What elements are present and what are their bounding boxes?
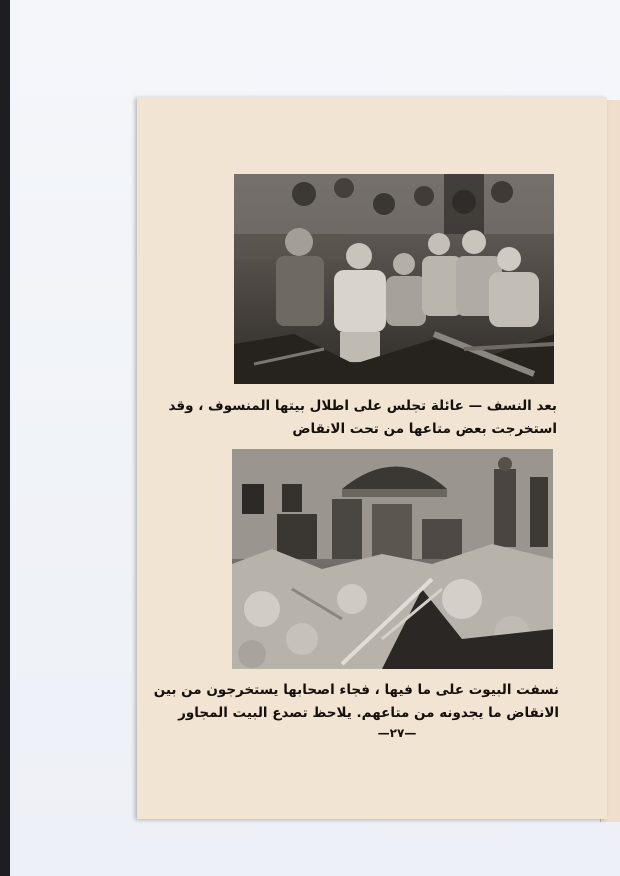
caption-bottom-line-1: نسفت البيوت على ما فيها ، فجاء اصحابها يستخرجون من بين — [153, 682, 559, 698]
book-page — [137, 97, 607, 819]
caption-top-line-1: بعد النسف — عائلة تجلس على اطلال بيتها المنسوف ، وقد — [168, 398, 557, 414]
page-number: —٢٧— — [377, 726, 417, 740]
photo-demolished-houses — [232, 449, 553, 669]
scanner-edge — [0, 0, 10, 876]
caption-bottom — [153, 679, 559, 725]
caption-top-line-2: استخرجت بعض متاعها من تحت الانقاض — [292, 421, 557, 437]
caption-bottom-line-2: الانقاض ما يجدونه من متاعهم. يلاحظ تصدع البيت المجاور — [178, 705, 559, 721]
photo-family-on-ruins — [234, 174, 554, 384]
caption-top — [168, 395, 557, 441]
